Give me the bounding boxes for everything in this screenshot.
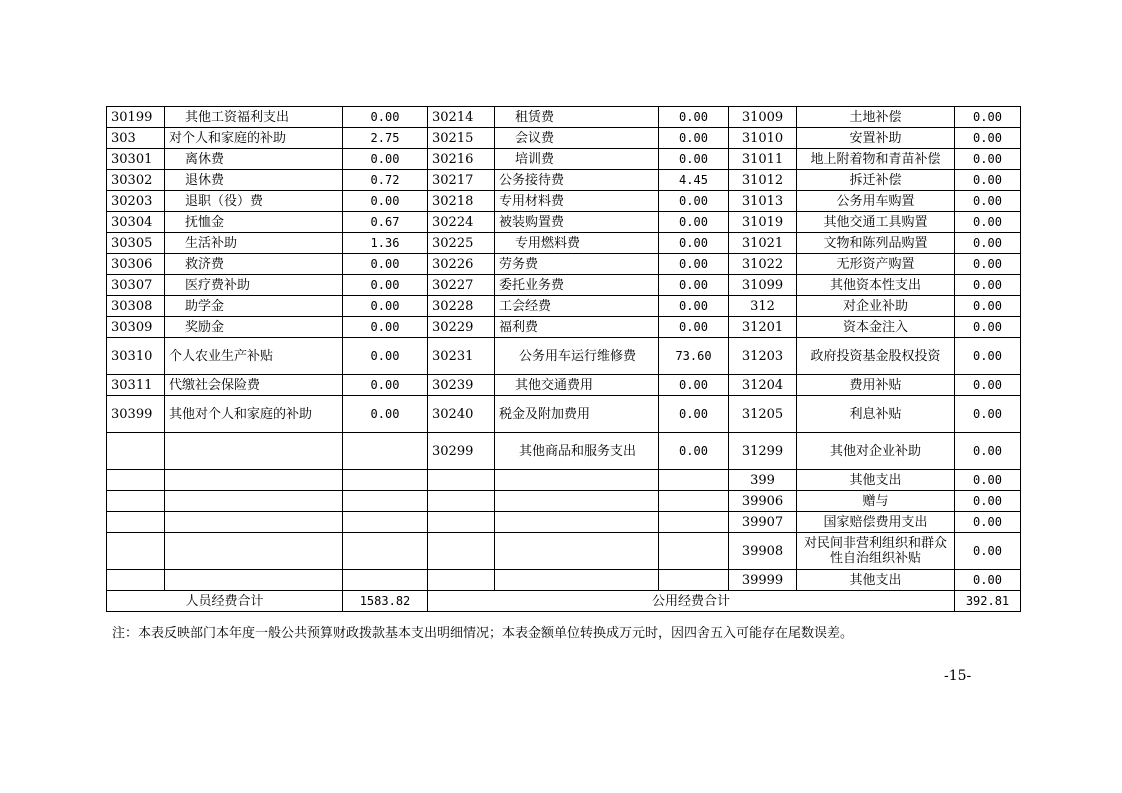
capital-item-name: 其他对企业补助 [797,433,955,470]
capital-item-name: 政府投资基金股权投资 [797,338,955,375]
personnel-item-name: 生活补助 [165,233,343,254]
public-amount: 0.00 [659,254,729,275]
public-amount: 0.00 [659,212,729,233]
public-amount: 0.00 [659,275,729,296]
capital-item-name: 土地补偿 [797,107,955,128]
capital-item-name: 无形资产购置 [797,254,955,275]
public-code: 30226 [428,254,495,275]
personnel-item-name: 医疗费补助 [165,275,343,296]
capital-item-name: 费用补贴 [797,375,955,396]
capital-amount: 0.00 [955,338,1021,375]
personnel-code: 30305 [107,233,165,254]
personnel-amount: 0.00 [343,275,428,296]
personnel-item-name: 离休费 [165,149,343,170]
personnel-code: 30301 [107,149,165,170]
public-item-name: 公务用车运行维修费 [495,338,659,375]
public-item-name: 委托业务费 [495,275,659,296]
personnel-amount: 0.00 [343,396,428,433]
table-body [107,107,1021,612]
capital-amount: 0.00 [955,470,1021,491]
table-row [107,275,1021,296]
personnel-code: 30311 [107,375,165,396]
budget-table-wrapper [106,106,1021,612]
capital-amount: 0.00 [955,275,1021,296]
table-row [107,570,1021,591]
public-amount: 0.00 [659,107,729,128]
capital-amount: 0.00 [955,107,1021,128]
personnel-code: 30307 [107,275,165,296]
personnel-amount: 2.75 [343,128,428,149]
public-amount: 0.00 [659,191,729,212]
personnel-item-name: 救济费 [165,254,343,275]
personnel-code: 30199 [107,107,165,128]
table-row [107,149,1021,170]
public-code [428,570,495,591]
public-item-name [495,491,659,512]
personnel-code: 30203 [107,191,165,212]
personnel-code: 30302 [107,170,165,191]
personnel-item-name [165,491,343,512]
capital-amount: 0.00 [955,570,1021,591]
public-amount [659,470,729,491]
page-number: -15- [944,668,972,684]
table-row [107,254,1021,275]
capital-amount: 0.00 [955,433,1021,470]
personnel-amount: 0.00 [343,191,428,212]
capital-code: 31204 [729,375,797,396]
personnel-code: 30308 [107,296,165,317]
public-item-name: 工会经费 [495,296,659,317]
totals-row [107,591,1021,612]
personnel-item-name: 其他对个人和家庭的补助 [165,396,343,433]
table-row [107,396,1021,433]
table-row [107,107,1021,128]
public-code: 30216 [428,149,495,170]
capital-code: 31013 [729,191,797,212]
table-row [107,233,1021,254]
personnel-code: 303 [107,128,165,149]
public-total-label: 公用经费合计 [428,591,955,612]
capital-code: 39906 [729,491,797,512]
table-row [107,533,1021,570]
public-code [428,512,495,533]
capital-code: 39907 [729,512,797,533]
public-code: 30224 [428,212,495,233]
public-item-name [495,470,659,491]
public-code: 30240 [428,396,495,433]
budget-detail-table [106,106,1021,612]
capital-amount: 0.00 [955,396,1021,433]
public-code: 30215 [428,128,495,149]
personnel-item-name [165,470,343,491]
personnel-code: 30310 [107,338,165,375]
public-item-name: 培训费 [495,149,659,170]
public-item-name [495,533,659,570]
public-item-name: 其他交通费用 [495,375,659,396]
public-amount [659,491,729,512]
personnel-item-name [165,433,343,470]
public-code: 30225 [428,233,495,254]
public-item-name: 公务接待费 [495,170,659,191]
capital-item-name: 文物和陈列品购置 [797,233,955,254]
capital-item-name: 安置补助 [797,128,955,149]
personnel-code [107,470,165,491]
capital-code: 31205 [729,396,797,433]
personnel-item-name: 对个人和家庭的补助 [165,128,343,149]
personnel-amount: 0.00 [343,107,428,128]
public-code: 30228 [428,296,495,317]
capital-amount: 0.00 [955,149,1021,170]
capital-amount: 0.00 [955,375,1021,396]
footnote: 注：本表反映部门本年度一般公共预算财政拨款基本支出明细情况；本表金额单位转换成万元时，因四舍五入可能存在尾数误差。 [112,626,854,641]
table-row [107,212,1021,233]
personnel-code [107,433,165,470]
personnel-item-name: 退职（役）费 [165,191,343,212]
personnel-item-name [165,512,343,533]
personnel-code: 30304 [107,212,165,233]
personnel-amount [343,491,428,512]
personnel-item-name: 奖励金 [165,317,343,338]
personnel-code: 30306 [107,254,165,275]
public-item-name: 专用燃料费 [495,233,659,254]
table-row [107,470,1021,491]
public-item-name: 会议费 [495,128,659,149]
capital-code: 31012 [729,170,797,191]
public-code: 30227 [428,275,495,296]
capital-item-name: 地上附着物和青苗补偿 [797,149,955,170]
table-row [107,433,1021,470]
public-amount: 0.00 [659,128,729,149]
table-row [107,170,1021,191]
table-row [107,128,1021,149]
personnel-amount: 0.00 [343,296,428,317]
capital-item-name: 对企业补助 [797,296,955,317]
capital-code: 31022 [729,254,797,275]
public-total-amount: 392.81 [955,591,1021,612]
capital-item-name: 其他支出 [797,470,955,491]
public-amount: 0.00 [659,433,729,470]
capital-amount: 0.00 [955,533,1021,570]
capital-item-name: 其他支出 [797,570,955,591]
public-code: 30231 [428,338,495,375]
public-amount: 0.00 [659,296,729,317]
capital-code: 399 [729,470,797,491]
table-row [107,338,1021,375]
public-amount: 0.00 [659,233,729,254]
public-code: 30214 [428,107,495,128]
public-amount: 4.45 [659,170,729,191]
personnel-item-name [165,570,343,591]
personnel-code: 30309 [107,317,165,338]
personnel-amount: 0.00 [343,317,428,338]
public-item-name: 福利费 [495,317,659,338]
personnel-item-name: 个人农业生产补贴 [165,338,343,375]
personnel-amount [343,570,428,591]
personnel-item-name: 抚恤金 [165,212,343,233]
personnel-amount [343,433,428,470]
capital-item-name: 利息补贴 [797,396,955,433]
capital-item-name: 资本金注入 [797,317,955,338]
capital-item-name: 拆迁补偿 [797,170,955,191]
public-code: 30299 [428,433,495,470]
public-item-name: 税金及附加费用 [495,396,659,433]
public-amount: 0.00 [659,317,729,338]
public-amount: 0.00 [659,375,729,396]
table-row [107,191,1021,212]
public-code [428,491,495,512]
table-row [107,512,1021,533]
capital-code: 31021 [729,233,797,254]
public-item-name [495,570,659,591]
capital-code: 31099 [729,275,797,296]
personnel-amount: 0.00 [343,149,428,170]
public-item-name: 劳务费 [495,254,659,275]
public-item-name: 专用材料费 [495,191,659,212]
capital-amount: 0.00 [955,170,1021,191]
personnel-code: 30399 [107,396,165,433]
public-item-name: 其他商品和服务支出 [495,433,659,470]
capital-amount: 0.00 [955,296,1021,317]
public-code: 30217 [428,170,495,191]
table-row [107,375,1021,396]
table-row [107,317,1021,338]
capital-item-name: 国家赔偿费用支出 [797,512,955,533]
personnel-code [107,512,165,533]
capital-amount: 0.00 [955,191,1021,212]
personnel-item-name [165,533,343,570]
personnel-amount [343,512,428,533]
personnel-code [107,570,165,591]
personnel-amount [343,470,428,491]
personnel-amount [343,533,428,570]
capital-code: 31011 [729,149,797,170]
capital-code: 39908 [729,533,797,570]
capital-item-name: 赠与 [797,491,955,512]
personnel-item-name: 代缴社会保险费 [165,375,343,396]
public-amount: 0.00 [659,396,729,433]
personnel-code [107,491,165,512]
public-code [428,470,495,491]
public-amount: 73.60 [659,338,729,375]
personnel-total-label: 人员经费合计 [107,591,343,612]
personnel-total-amount: 1583.82 [343,591,428,612]
capital-amount: 0.00 [955,212,1021,233]
capital-code: 31201 [729,317,797,338]
personnel-amount: 0.00 [343,338,428,375]
table-row [107,296,1021,317]
capital-item-name: 公务用车购置 [797,191,955,212]
personnel-item-name: 其他工资福利支出 [165,107,343,128]
capital-amount: 0.00 [955,233,1021,254]
capital-amount: 0.00 [955,128,1021,149]
personnel-item-name: 助学金 [165,296,343,317]
public-code [428,533,495,570]
public-code: 30229 [428,317,495,338]
capital-code: 31299 [729,433,797,470]
public-amount [659,512,729,533]
public-amount: 0.00 [659,149,729,170]
public-amount [659,533,729,570]
capital-item-name: 其他交通工具购置 [797,212,955,233]
capital-code: 312 [729,296,797,317]
capital-code: 31009 [729,107,797,128]
personnel-amount: 0.67 [343,212,428,233]
personnel-code [107,533,165,570]
personnel-amount: 0.00 [343,254,428,275]
public-amount [659,570,729,591]
public-item-name: 租赁费 [495,107,659,128]
personnel-amount: 0.72 [343,170,428,191]
personnel-item-name: 退休费 [165,170,343,191]
personnel-amount: 0.00 [343,375,428,396]
personnel-amount: 1.36 [343,233,428,254]
capital-code: 31019 [729,212,797,233]
table-row [107,491,1021,512]
public-code: 30239 [428,375,495,396]
public-code: 30218 [428,191,495,212]
capital-amount: 0.00 [955,512,1021,533]
capital-code: 31010 [729,128,797,149]
capital-item-name: 对民间非营利组织和群众性自治组织补贴 [797,533,955,570]
capital-item-name: 其他资本性支出 [797,275,955,296]
capital-amount: 0.00 [955,317,1021,338]
capital-amount: 0.00 [955,491,1021,512]
capital-code: 39999 [729,570,797,591]
public-item-name: 被装购置费 [495,212,659,233]
public-item-name [495,512,659,533]
capital-amount: 0.00 [955,254,1021,275]
capital-code: 31203 [729,338,797,375]
